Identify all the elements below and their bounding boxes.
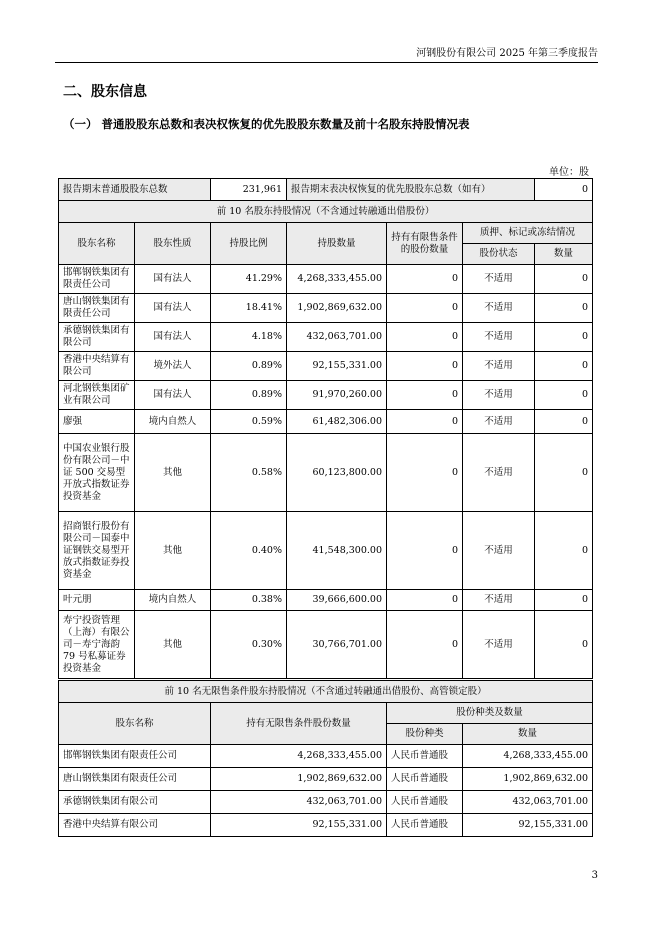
pledge-count: 0 (535, 512, 593, 590)
holding-ratio: 0.89% (211, 381, 287, 410)
share-status: 不适用 (463, 294, 535, 323)
shareholder-name: 承德钢铁集团有限公司 (59, 791, 211, 814)
restricted-shares: 0 (387, 410, 463, 434)
shareholder-nature: 其他 (135, 512, 211, 590)
unrestricted-quantity: 4,268,333,455.00 (211, 745, 387, 768)
share-status: 不适用 (463, 611, 535, 679)
top10-title: 前 10 名股东持股情况（不含通过转融通出借股份） (59, 201, 593, 223)
restricted-shares: 0 (387, 434, 463, 512)
shareholder-nature: 其他 (135, 434, 211, 512)
restricted-shares: 0 (387, 323, 463, 352)
page-number: 3 (591, 870, 598, 881)
pledge-count: 0 (535, 410, 593, 434)
share-status: 不适用 (463, 352, 535, 381)
table-row (59, 265, 593, 294)
share-status: 不适用 (463, 512, 535, 590)
shareholder-name: 承德钢铁集团有限公司 (59, 323, 135, 352)
holding-quantity: 1,902,869,632.00 (287, 294, 387, 323)
unrestricted-quantity: 92,155,331.00 (211, 814, 387, 837)
shareholder-nature: 境内自然人 (135, 410, 211, 434)
col-header-nature: 股东性质 (135, 223, 211, 265)
table-row (59, 352, 593, 381)
holding-ratio: 0.38% (211, 590, 287, 611)
pledge-count: 0 (535, 265, 593, 294)
holding-quantity: 60,123,800.00 (287, 434, 387, 512)
holding-ratio: 41.29% (211, 265, 287, 294)
pref-holders-value: 0 (535, 179, 593, 201)
shareholder-nature: 国有法人 (135, 381, 211, 410)
pledge-count: 0 (535, 611, 593, 679)
restricted-shares: 0 (387, 590, 463, 611)
unrestricted-shareholders-table (58, 680, 593, 837)
shareholder-nature: 其他 (135, 611, 211, 679)
unit-label: 单位：股 (549, 167, 589, 178)
shareholder-nature: 国有法人 (135, 265, 211, 294)
holding-quantity: 91,970,260.00 (287, 381, 387, 410)
unrestricted-quantity: 432,063,701.00 (211, 791, 387, 814)
unrestricted-quantity: 1,902,869,632.00 (211, 768, 387, 791)
table-row (59, 611, 593, 679)
col-header-restricted: 持有有限售条件的股份数量 (387, 223, 463, 265)
pledge-count: 0 (535, 590, 593, 611)
shareholder-nature: 国有法人 (135, 294, 211, 323)
holding-quantity: 4,268,333,455.00 (287, 265, 387, 294)
u-col-header-count: 数量 (463, 724, 593, 745)
restricted-shares: 0 (387, 381, 463, 410)
holding-quantity: 92,155,331.00 (287, 352, 387, 381)
holding-ratio: 4.18% (211, 323, 287, 352)
table-row (59, 814, 593, 837)
unrestricted-title: 前 10 名无限售条件股东持股情况（不含通过转融通出借股份、高管锁定股） (59, 681, 593, 703)
pledge-count: 0 (535, 352, 593, 381)
pledge-count: 0 (535, 434, 593, 512)
shareholder-name: 香港中央结算有限公司 (59, 352, 135, 381)
holding-ratio: 0.40% (211, 512, 287, 590)
table-row (59, 590, 593, 611)
shareholder-nature: 国有法人 (135, 323, 211, 352)
holding-quantity: 61,482,306.00 (287, 410, 387, 434)
shareholder-name: 叶元朋 (59, 590, 135, 611)
pledge-count: 0 (535, 381, 593, 410)
shareholder-name: 唐山钢铁集团有限责任公司 (59, 768, 211, 791)
share-count: 1,902,869,632.00 (463, 768, 593, 791)
pref-holders-label: 报告期末表决权恢复的优先股股东总数（如有） (287, 179, 535, 201)
shareholder-name: 寿宁投资管理（上海）有限公司－寿宁海韵 79 号私募证券投资基金 (59, 611, 135, 679)
shareholder-nature: 境内自然人 (135, 590, 211, 611)
share-status: 不适用 (463, 323, 535, 352)
table-row (59, 381, 593, 410)
table-row (59, 434, 593, 512)
shareholder-name: 中国农业银行股份有限公司－中证 500 交易型开放式指数证券投资基金 (59, 434, 135, 512)
table-row (59, 512, 593, 590)
holding-ratio: 0.30% (211, 611, 287, 679)
shareholder-name: 邯郸钢铁集团有限责任公司 (59, 745, 211, 768)
holding-ratio: 0.59% (211, 410, 287, 434)
u-col-header-type: 股份种类 (387, 724, 463, 745)
shareholder-name: 廖强 (59, 410, 135, 434)
restricted-shares: 0 (387, 611, 463, 679)
share-count: 92,155,331.00 (463, 814, 593, 837)
u-col-header-qty: 持有无限售条件股份数量 (211, 703, 387, 745)
shareholder-name: 香港中央结算有限公司 (59, 814, 211, 837)
u-col-header-type-group: 股份种类及数量 (387, 703, 593, 724)
common-holders-value: 231,961 (211, 179, 287, 201)
shareholder-name: 唐山钢铁集团有限责任公司 (59, 294, 135, 323)
holding-ratio: 0.58% (211, 434, 287, 512)
col-header-name: 股东名称 (59, 223, 135, 265)
share-status: 不适用 (463, 434, 535, 512)
share-type: 人民币普通股 (387, 791, 463, 814)
share-status: 不适用 (463, 410, 535, 434)
col-header-pledge: 质押、标记或冻结情况 (463, 223, 593, 244)
share-type: 人民币普通股 (387, 745, 463, 768)
shareholder-name: 邯郸钢铁集团有限责任公司 (59, 265, 135, 294)
share-type: 人民币普通股 (387, 768, 463, 791)
u-col-header-name: 股东名称 (59, 703, 211, 745)
shareholder-nature: 境外法人 (135, 352, 211, 381)
restricted-shares: 0 (387, 294, 463, 323)
share-status: 不适用 (463, 265, 535, 294)
pledge-count: 0 (535, 294, 593, 323)
col-header-count: 数量 (535, 244, 593, 265)
col-header-qty: 持股数量 (287, 223, 387, 265)
restricted-shares: 0 (387, 265, 463, 294)
shareholder-name: 河北钢铁集团矿业有限公司 (59, 381, 135, 410)
holding-quantity: 432,063,701.00 (287, 323, 387, 352)
pledge-count: 0 (535, 323, 593, 352)
holding-ratio: 18.41% (211, 294, 287, 323)
section-subheading: （一） 普通股股东总数和表决权恢复的优先股股东数量及前十名股东持股情况表 (63, 117, 470, 131)
share-type: 人民币普通股 (387, 814, 463, 837)
table-row (59, 410, 593, 434)
table-row (59, 294, 593, 323)
share-status: 不适用 (463, 590, 535, 611)
holding-ratio: 0.89% (211, 352, 287, 381)
holding-quantity: 41,548,300.00 (287, 512, 387, 590)
table-row (59, 791, 593, 814)
share-count: 4,268,333,455.00 (463, 745, 593, 768)
shareholder-name: 招商银行股份有限公司－国泰中证钢铁交易型开放式指数证券投资基金 (59, 512, 135, 590)
share-count: 432,063,701.00 (463, 791, 593, 814)
section-heading: 二、股东信息 (63, 84, 147, 100)
col-header-ratio: 持股比例 (211, 223, 287, 265)
col-header-status: 股份状态 (463, 244, 535, 265)
table-row (59, 745, 593, 768)
restricted-shares: 0 (387, 352, 463, 381)
restricted-shares: 0 (387, 512, 463, 590)
report-header: 河钢股份有限公司 2025 年第三季度报告 (55, 44, 598, 63)
table-row (59, 768, 593, 791)
table-row (59, 323, 593, 352)
holding-quantity: 30,766,701.00 (287, 611, 387, 679)
common-holders-label: 报告期末普通股股东总数 (59, 179, 211, 201)
top10-shareholders-table (58, 178, 593, 679)
holding-quantity: 39,666,600.00 (287, 590, 387, 611)
share-status: 不适用 (463, 381, 535, 410)
